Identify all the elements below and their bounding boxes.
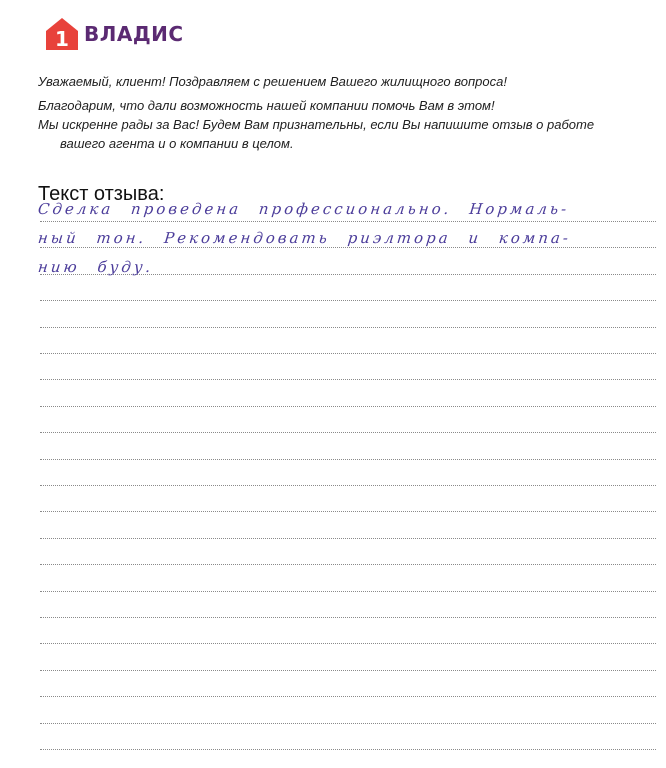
handwritten-line: нию буду. [37, 258, 155, 276]
writing-line [40, 723, 656, 724]
writing-line [40, 327, 656, 328]
writing-line [40, 643, 656, 644]
writing-line [40, 591, 656, 592]
writing-line [40, 485, 656, 486]
writing-line [40, 221, 656, 222]
writing-line [40, 247, 656, 248]
writing-line [40, 749, 656, 750]
writing-line [40, 538, 656, 539]
intro-line-3: Мы искренне рады за Вас! Будем Вам признательны, если Вы напишите отзыв о работе [38, 117, 595, 132]
intro-line-2: Благодарим, что дали возможность нашей компании помочь Вам в этом! [38, 98, 495, 113]
writing-line [40, 696, 656, 697]
writing-line [40, 432, 656, 433]
writing-line [40, 670, 656, 671]
writing-line [40, 406, 656, 407]
svg-text:1: 1 [55, 27, 69, 51]
writing-line [40, 511, 656, 512]
writing-line [40, 353, 656, 354]
writing-line [40, 459, 656, 460]
writing-line [40, 379, 656, 380]
handwritten-line: ный тон. Рекомендовать риэлтора и компа- [37, 229, 572, 247]
brand-name: ВЛАДИС [84, 22, 184, 46]
writing-line [40, 617, 656, 618]
review-lines-area [40, 0, 656, 768]
intro-line-4: вашего агента и о компании в целом. [60, 136, 294, 151]
writing-line [40, 300, 656, 301]
review-heading: Текст отзыва: [38, 183, 165, 205]
writing-line [40, 564, 656, 565]
intro-greeting: Уважаемый, клиент! Поздравляем с решением Вашего жилищного вопроса! [38, 74, 507, 89]
handwritten-line: Сделка проведена профессионально. Нормаль- [37, 200, 571, 218]
